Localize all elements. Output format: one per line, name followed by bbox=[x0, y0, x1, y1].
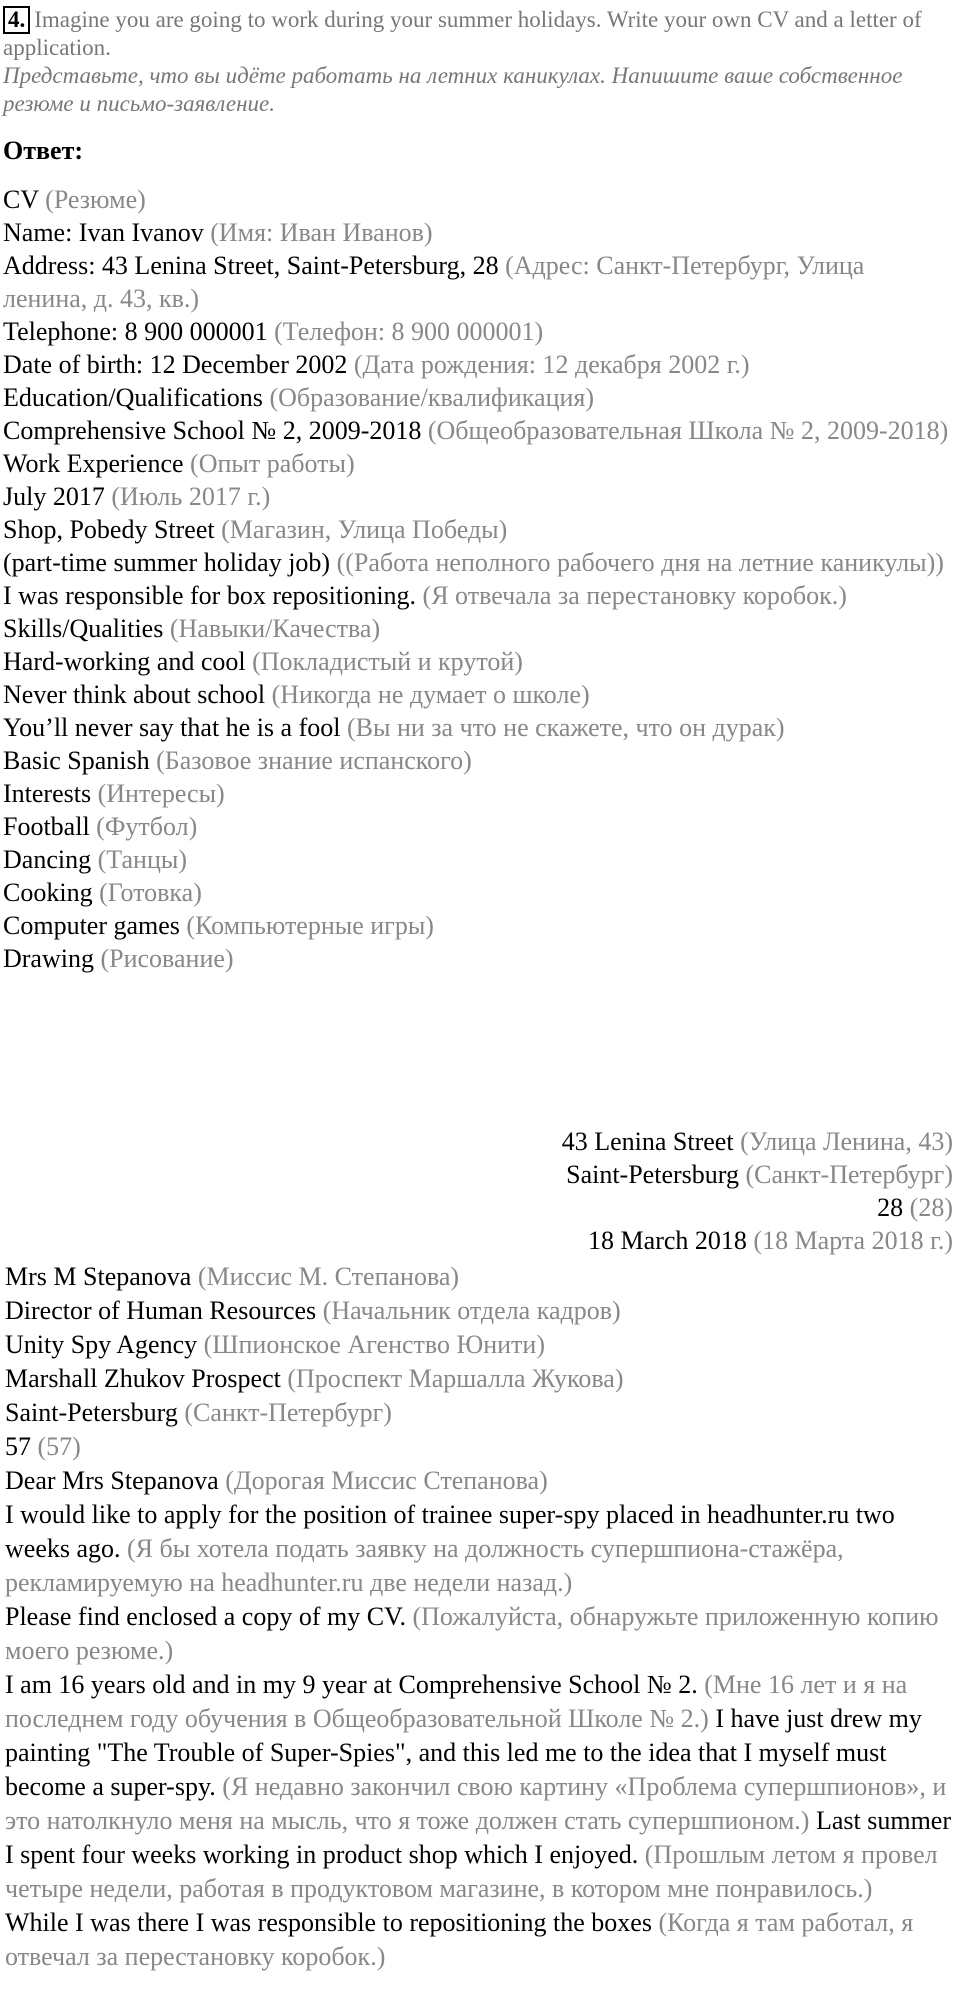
letter-line bbox=[5, 1498, 955, 1600]
sender-address bbox=[3, 1125, 953, 1257]
text-en: (part-time summer holiday job) bbox=[3, 548, 331, 577]
translation: (Магазин, Улица Победы) bbox=[221, 515, 508, 544]
text-en: Address: 43 Lenina Street, Saint-Petersburg, 28 bbox=[3, 251, 499, 280]
translation: (Прошлым летом я провел четыре недели, работая в продуктовом магазине, в котором мне понравилось.) bbox=[5, 1840, 938, 1903]
letter-line bbox=[5, 1464, 955, 1498]
translation: (Санкт-Петербург) bbox=[745, 1160, 953, 1189]
translation: ((Работа неполного рабочего дня на летние каникулы)) bbox=[336, 548, 944, 577]
text-en: Name: Ivan Ivanov bbox=[3, 218, 204, 247]
translation: (Компьютерные игры) bbox=[186, 911, 434, 940]
cv-line bbox=[3, 414, 953, 447]
text-en: 18 March 2018 bbox=[588, 1226, 747, 1255]
text-en: You’ll never say that he is a fool bbox=[3, 713, 341, 742]
cv-line bbox=[3, 909, 953, 942]
translation: (Готовка) bbox=[99, 878, 202, 907]
cv-line bbox=[3, 315, 953, 348]
cv-line bbox=[3, 381, 953, 414]
translation: (Шпионское Агенство Юнити) bbox=[203, 1330, 545, 1359]
text-en: Football bbox=[3, 812, 90, 841]
text-en: Dancing bbox=[3, 845, 92, 874]
translation: (Санкт-Петербург) bbox=[184, 1398, 392, 1427]
address-line bbox=[3, 1125, 953, 1158]
cv-line bbox=[3, 546, 953, 579]
text-en: Dear Mrs Stepanova bbox=[5, 1466, 219, 1495]
text-en: Skills/Qualities bbox=[3, 614, 164, 643]
text-en: I have just drew my painting "The Trouble of Super-Spies", and this led me to the idea that I myself must become a super-spy. bbox=[5, 1704, 922, 1801]
translation: (Танцы) bbox=[97, 845, 187, 874]
text-en: Marshall Zhukov Prospect bbox=[5, 1364, 281, 1393]
task-text-en: Imagine you are going to work during your summer holidays. Write your own CV and a letter of application. bbox=[3, 7, 922, 60]
cv-line bbox=[3, 711, 953, 744]
text-en: Work Experience bbox=[3, 449, 184, 478]
text-en: CV bbox=[3, 185, 39, 214]
cv-line bbox=[3, 348, 953, 381]
cv-section bbox=[3, 183, 953, 975]
translation: (28) bbox=[909, 1193, 953, 1222]
cv-line bbox=[3, 810, 953, 843]
translation: (Мне 16 лет и я на последнем году обучения в Общеобразовательной Школе № 2.) bbox=[5, 1670, 908, 1733]
cv-line bbox=[3, 249, 953, 315]
cv-line bbox=[3, 777, 953, 810]
text-en: Cooking bbox=[3, 878, 93, 907]
text-en: 28 bbox=[877, 1193, 904, 1222]
letter-line bbox=[5, 1362, 955, 1396]
cv-line bbox=[3, 447, 953, 480]
translation: (Адрес: Санкт-Петербург, Улица ленина, д. 43, кв.) bbox=[3, 251, 865, 313]
translation: (Рисование) bbox=[100, 944, 234, 973]
text-en: I was responsible for box repositioning. bbox=[3, 581, 417, 610]
translation: (Имя: Иван Иванов) bbox=[210, 218, 433, 247]
translation: (Общеобразовательная Школа № 2, 2009-2018) bbox=[427, 416, 949, 445]
text-en: Saint-Petersburg bbox=[566, 1160, 739, 1189]
text-en: Director of Human Resources bbox=[5, 1296, 317, 1325]
text-en: Hard-working and cool bbox=[3, 647, 246, 676]
cv-line bbox=[3, 579, 953, 612]
task-prompt bbox=[3, 6, 953, 118]
translation: (Базовое знание испанского) bbox=[156, 746, 472, 775]
letter-line bbox=[5, 1294, 955, 1328]
letter-line bbox=[5, 1430, 955, 1464]
translation: (Начальник отдела кадров) bbox=[322, 1296, 621, 1325]
translation: (Миссис М. Степанова) bbox=[197, 1262, 460, 1291]
text-en: Basic Spanish bbox=[3, 746, 150, 775]
cv-line bbox=[3, 513, 953, 546]
translation: (Улица Ленина, 43) bbox=[740, 1127, 953, 1156]
letter-line bbox=[5, 1906, 955, 1974]
text-en: Unity Spy Agency bbox=[5, 1330, 198, 1359]
translation: (Пожалуйста, обнаружьте приложенную копию моего резюме.) bbox=[5, 1602, 939, 1665]
cv-line bbox=[3, 612, 953, 645]
letter-line bbox=[5, 1600, 955, 1668]
translation: (Я бы хотела подать заявку на должность супершпиона-стажёра, рекламируемую на headhunter.ru две недели назад.) bbox=[5, 1534, 844, 1597]
text-en: While I was there I was responsible to repositioning the boxes bbox=[5, 1908, 652, 1937]
cv-line bbox=[3, 216, 953, 249]
translation: (Я отвечала за перестановку коробок.) bbox=[422, 581, 847, 610]
application-letter bbox=[5, 1260, 955, 1974]
text-en: Drawing bbox=[3, 944, 94, 973]
address-line bbox=[3, 1224, 953, 1257]
answer-label: Ответ: bbox=[3, 136, 84, 165]
letter-line bbox=[5, 1668, 955, 1906]
translation: (Футбол) bbox=[96, 812, 198, 841]
cv-line bbox=[3, 843, 953, 876]
translation: (Навыки/Качества) bbox=[169, 614, 381, 643]
translation: (Вы ни за что не скажете, что он дурак) bbox=[346, 713, 785, 742]
cv-line bbox=[3, 942, 953, 975]
text-en: Date of birth: 12 December 2002 bbox=[3, 350, 348, 379]
translation: (Никогда не думает о школе) bbox=[271, 680, 590, 709]
text-en: Please find enclosed a copy of my CV. bbox=[5, 1602, 406, 1631]
cv-line bbox=[3, 480, 953, 513]
text-en: Education/Qualifications bbox=[3, 383, 263, 412]
text-en: July 2017 bbox=[3, 482, 105, 511]
text-en: Computer games bbox=[3, 911, 180, 940]
text-en: Never think about school bbox=[3, 680, 266, 709]
text-en: Telephone: 8 900 000001 bbox=[3, 317, 268, 346]
text-en: Mrs M Stepanova bbox=[5, 1262, 192, 1291]
text-en: Interests bbox=[3, 779, 92, 808]
text-en: I am 16 years old and in my 9 year at Comprehensive School № 2. bbox=[5, 1670, 698, 1699]
translation: (Дата рождения: 12 декабря 2002 г.) bbox=[353, 350, 750, 379]
text-en: 43 Lenina Street bbox=[561, 1127, 734, 1156]
text-en: Comprehensive School № 2, 2009-2018 bbox=[3, 416, 422, 445]
letter-line bbox=[5, 1396, 955, 1430]
task-number: 4. bbox=[3, 6, 30, 34]
translation: (57) bbox=[37, 1432, 81, 1461]
translation: (Резюме) bbox=[45, 185, 146, 214]
address-line bbox=[3, 1158, 953, 1191]
translation: (Покладистый и крутой) bbox=[252, 647, 523, 676]
translation: (Проспект Маршалла Жукова) bbox=[287, 1364, 624, 1393]
text-en: Shop, Pobedy Street bbox=[3, 515, 215, 544]
letter-line bbox=[5, 1328, 955, 1362]
cv-line bbox=[3, 645, 953, 678]
cv-line bbox=[3, 678, 953, 711]
translation: (Когда я там работал, я отвечал за перестановку коробок.) bbox=[5, 1908, 914, 1971]
translation: (Дорогая Миссис Степанова) bbox=[225, 1466, 548, 1495]
translation: (18 Марта 2018 г.) bbox=[753, 1226, 953, 1255]
cv-line bbox=[3, 876, 953, 909]
translation: (Опыт работы) bbox=[190, 449, 355, 478]
cv-line bbox=[3, 744, 953, 777]
text-en: I would like to apply for the position of trainee super-spy placed in headhunter.ru two weeks ago. bbox=[5, 1500, 895, 1563]
translation: (Интересы) bbox=[97, 779, 225, 808]
translation: (Образование/квалификация) bbox=[269, 383, 595, 412]
text-en: Saint-Petersburg bbox=[5, 1398, 178, 1427]
translation: (Телефон: 8 900 000001) bbox=[274, 317, 544, 346]
text-en: 57 bbox=[5, 1432, 31, 1461]
letter-line bbox=[5, 1260, 955, 1294]
task-text-ru: Представьте, что вы идёте работать на летних каникулах. Напишите ваше собственное резюме и письмо-заявление. bbox=[3, 63, 903, 116]
address-line bbox=[3, 1191, 953, 1224]
translation: (Июль 2017 г.) bbox=[111, 482, 271, 511]
translation: (Я недавно закончил свою картину «Проблема супершпионов», и это натолкнуло меня на мысль, что я тоже должен стать супершпионом.) bbox=[5, 1772, 947, 1835]
cv-line bbox=[3, 183, 953, 216]
text-en: Last summer I spent four weeks working in product shop which I enjoyed. bbox=[5, 1806, 951, 1869]
